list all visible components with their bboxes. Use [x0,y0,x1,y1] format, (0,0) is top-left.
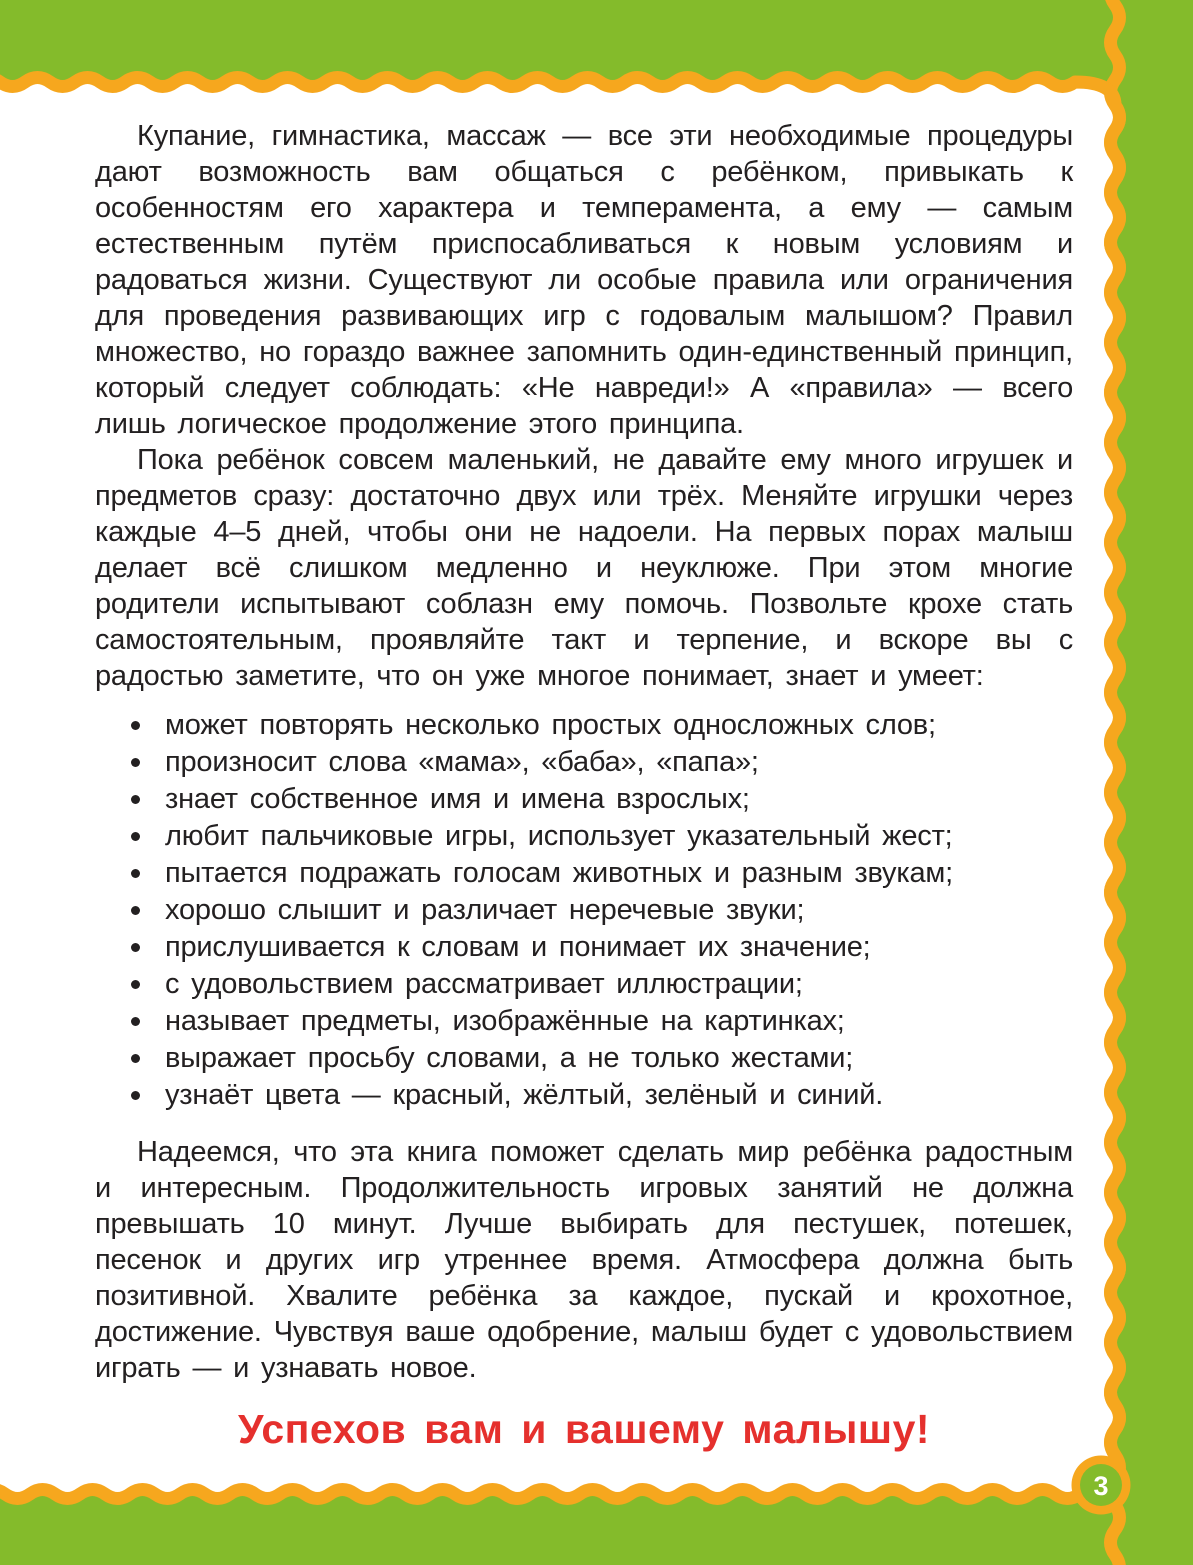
milestone-item: любит пальчиковые игры, использует указательный жест; [95,818,1073,855]
milestone-item: прислушивается к словам и понимает их значение; [95,929,1073,966]
paragraph-closing: Надеемся, что эта книга поможет сделать мир ребёнка радостным и интересным. Продолжительность игровых занятий не должна превышать 10 минут. Лучше выбирать для пестушек, потешек, песенок и других игр утреннее время. Атмосфера должна быть позитивной. Хвалите ребёнка за каждое, пускай и крохотное, достижение. Чувствуя ваше одобрение, малыш будет с удовольствием играть — и узнавать новое. [95,1136,1073,1384]
paragraph-intro: Купание, гимнастика, массаж — все эти необходимые процедуры дают возможность вам общаться с ребёнком, привыкать к особенностям его характера и темперамента, а ему — самым естественным путём приспосабливаться к новым условиям и радоваться жизни. Существуют ли особые правила или ограничения для проведения развивающих игр с годовалым малышом? Правил множество, но гораздо важнее запомнить один-единственный принцип, который следует соблюдать: «Не навреди!» А «правила» — всего лишь логическое продолжение этого принципа. [95,120,1073,440]
paragraph-toys: Пока ребёнок совсем маленький, не давайте ему много игрушек и предметов сразу: достаточно двух или трёх. Меняйте игрушки через каждые 4–5 дней, чтобы они не надоели. На первых порах малыш делает всё слишком медленно и неуклюже. При этом многие родители испытывают соблазн ему помочь. Позвольте крохе стать самостоятельным, проявляйте такт и терпение, и вскоре вы с радостью заметите, что он уже многое понимает, знает и умеет: [95,444,1073,692]
milestone-item: хорошо слышит и различает неречевые звуки; [95,892,1073,929]
milestone-item: пытается подражать голосам животных и разным звукам; [95,855,1073,892]
page-content [95,118,1073,1454]
closing-heading: Успехов вам и вашему малышу! [237,1406,931,1452]
milestones-list [95,707,1073,1114]
page-number-badge [1072,1456,1131,1515]
milestone-item: называет предметы, изображённые на картинках; [95,1003,1073,1040]
milestone-item: произносит слова «мама», «баба», «папа»; [95,744,1073,781]
page-number: 3 [1093,1471,1109,1501]
milestone-item: узнаёт цвета — красный, жёлтый, зелёный и синий. [95,1077,1073,1114]
milestone-item: может повторять несколько простых односложных слов; [95,707,1073,744]
milestone-item: с удовольствием рассматривает иллюстрации; [95,966,1073,1003]
milestone-item: выражает просьбу словами, а не только жестами; [95,1040,1073,1077]
milestone-item: знает собственное имя и имена взрослых; [95,781,1073,818]
